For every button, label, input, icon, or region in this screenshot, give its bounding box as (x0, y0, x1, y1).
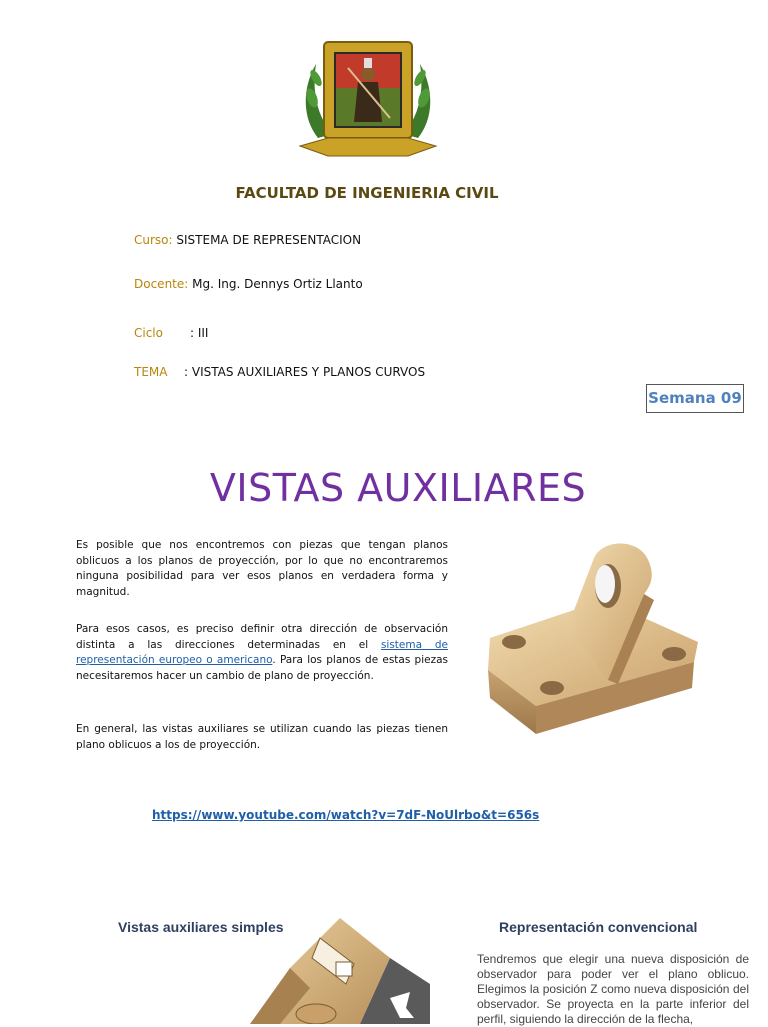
curso-label: Curso: (134, 233, 173, 247)
ciclo-value: : III (190, 326, 209, 340)
section-title-vistas-simples: Vistas auxiliares simples (118, 919, 284, 935)
ciclo-label: Ciclo (134, 326, 163, 340)
faculty-title: FACULTAD DE INGENIERIA CIVIL (235, 184, 499, 202)
youtube-link[interactable]: https://www.youtube.com/watch?v=7dF-NoUlrbo&t=656s (152, 808, 540, 822)
paragraph-2-after: . Para los planos de estas piezas necesitaremos hacer un cambio de plano de proyección. (76, 654, 449, 682)
paragraph-1: Es posible que nos encontremos con piezas que tengan planos oblicuos a los planos de proyección, por lo que no encontraremos ninguna posibilidad para ver esos planos en verdadera forma y magnitud. (76, 539, 448, 598)
semana-badge: Semana 09 (646, 384, 744, 413)
representation-system-link[interactable]: sistema de representación europeo o americano (76, 638, 448, 666)
paragraph-2-before: Para esos casos, es preciso definir otra dirección de observación distinta a las direcciones determinadas en el (76, 623, 448, 651)
tema-line (134, 365, 425, 379)
bracket-3d-icon (484, 538, 704, 748)
section-title-representacion: Representación convencional (499, 919, 698, 935)
ciclo-line (134, 326, 208, 340)
docente-value: Mg. Ing. Dennys Ortiz Llanto (192, 277, 363, 291)
paragraph-3: En general, las vistas auxiliares se utilizan cuando las piezas tienen plano oblicuos a los de proyección. (76, 723, 448, 751)
representacion-text: Tendremos que elegir una nueva disposición de observador para poder ver el plano oblicuo. Elegimos la posición Z como nueva disposición del observador. Se proyecta en la parte inferior del perfil, siguiendo la dirección de la flecha, (477, 952, 749, 1026)
curso-value: SISTEMA DE REPRESENTACION (176, 233, 362, 247)
curso-line (134, 233, 361, 247)
main-title: VISTAS AUXILIARES (209, 466, 587, 510)
docente-line (134, 277, 363, 291)
tema-value: : VISTAS AUXILIARES Y PLANOS CURVOS (184, 365, 426, 379)
tema-label: TEMA (134, 365, 168, 379)
block-3d-icon (250, 918, 430, 1024)
university-crest-icon (298, 38, 438, 160)
docente-label: Docente: (134, 277, 189, 291)
paragraph-2 (76, 622, 448, 684)
